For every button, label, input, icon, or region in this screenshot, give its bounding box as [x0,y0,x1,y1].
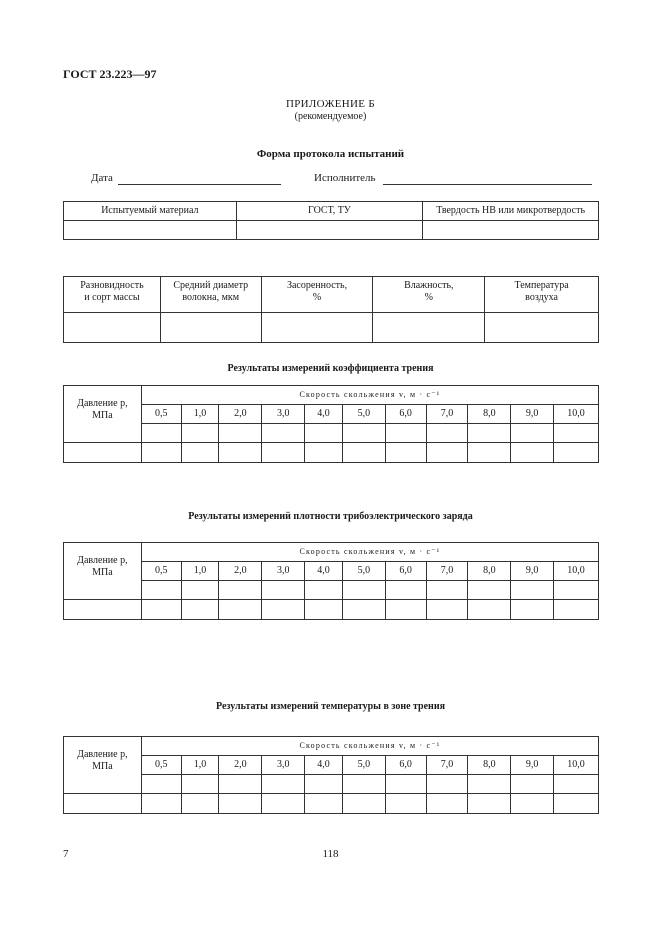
speed-value-cell: 9,0 [511,405,554,424]
table-cell[interactable] [385,794,426,814]
speed-value-cell: 4,0 [305,562,343,581]
section-title: Результаты измерений плотности трибоэлектрического заряда [188,511,473,522]
table-cell[interactable] [554,443,599,463]
header-line: Температура [514,280,569,291]
table-row [64,794,599,814]
table-row [64,202,599,221]
table-row [64,543,599,562]
table-cell[interactable] [468,443,511,463]
table-cell[interactable] [262,424,305,443]
header-line: % [312,292,322,303]
table-cell[interactable] [64,221,237,240]
header-cell [160,277,261,313]
material-table [63,201,599,240]
pressure-header [64,543,142,600]
table-cell[interactable] [160,313,261,343]
table-cell[interactable] [342,581,385,600]
speed-value-cell: 0,5 [141,562,181,581]
pressure-unit-line: МПа [92,410,113,421]
speed-value-cell: 3,0 [262,562,305,581]
pressure-header [64,737,142,794]
table-cell[interactable] [511,443,554,463]
measurement-table [63,542,599,620]
speed-value-cell: 6,0 [385,756,426,775]
speed-value-cell: 10,0 [554,756,599,775]
speed-value-cell: 7,0 [426,562,468,581]
table-row [64,424,599,443]
speed-value-cell: 0,5 [141,405,181,424]
section-title: Результаты измерений температуры в зоне трения [215,701,445,712]
table-cell[interactable] [219,600,262,620]
date-label: Дата [91,172,113,184]
header-line: Средний диаметр [173,280,249,291]
table-cell[interactable] [305,581,343,600]
table-row [64,737,599,756]
table-cell[interactable] [305,794,343,814]
speed-header: Скорость скольжения v, м · с⁻¹ [141,386,598,405]
header-cell [373,277,485,313]
speed-value-cell: 0,5 [141,756,181,775]
table-cell[interactable] [468,775,511,794]
speed-value-cell: 8,0 [468,405,511,424]
table-cell[interactable] [426,775,468,794]
table-cell[interactable] [262,443,305,463]
page-number: 118 [322,848,339,860]
header-line: Разновидность [80,280,144,291]
speed-value-cell: 1,0 [181,756,219,775]
table-row [64,386,599,405]
date-field-line[interactable] [118,184,281,185]
pressure-unit-line: МПа [92,761,113,772]
table-cell[interactable] [485,313,599,343]
speed-value-cell: 4,0 [305,756,343,775]
table-cell[interactable] [511,581,554,600]
header-cell [261,277,373,313]
header-line: и сорт массы [84,292,140,303]
table-cell[interactable] [219,424,262,443]
speed-value-cell: 6,0 [385,562,426,581]
table-cell[interactable] [141,424,181,443]
table-cell[interactable] [64,794,142,814]
table-cell[interactable] [426,424,468,443]
speed-value-cell: 4,0 [305,405,343,424]
speed-value-cell: 3,0 [262,756,305,775]
table-cell[interactable] [373,313,485,343]
table-row [64,313,599,343]
table-cell[interactable] [181,600,219,620]
speed-value-cell: 10,0 [554,562,599,581]
header-line: % [424,292,433,303]
table-cell[interactable] [554,794,599,814]
header-cell: ГОСТ, ТУ [236,202,423,221]
table-cell[interactable] [181,794,219,814]
table-cell[interactable] [385,443,426,463]
header-line: воздуха [525,292,558,303]
speed-value-cell: 8,0 [468,756,511,775]
table-cell[interactable] [141,443,181,463]
table-cell[interactable] [342,600,385,620]
speed-value-cell: 5,0 [342,562,385,581]
speed-value-cell: 8,0 [468,562,511,581]
table-cell[interactable] [219,581,262,600]
table-cell[interactable] [181,424,219,443]
speed-value-cell: 7,0 [426,756,468,775]
mass-properties-table [63,276,599,343]
table-cell[interactable] [554,424,599,443]
table-cell[interactable] [219,794,262,814]
table-cell[interactable] [141,775,181,794]
header-line: Влажность, [404,280,454,291]
appendix-title: ПРИЛОЖЕНИЕ Б [286,98,375,110]
table-cell[interactable] [141,600,181,620]
table-row [64,756,599,775]
executor-label: Исполнитель [314,172,376,184]
table-row [64,775,599,794]
speed-value-cell: 7,0 [426,405,468,424]
table-cell[interactable] [261,313,373,343]
table-cell[interactable] [236,221,423,240]
table-cell[interactable] [342,794,385,814]
table-cell[interactable] [64,313,161,343]
table-cell[interactable] [554,581,599,600]
table-cell[interactable] [305,443,343,463]
table-cell[interactable] [511,600,554,620]
table-cell[interactable] [181,775,219,794]
table-cell[interactable] [385,775,426,794]
appendix-subtitle: (рекомендуемое) [294,111,367,122]
table-cell[interactable] [385,424,426,443]
table-cell[interactable] [554,775,599,794]
table-row [64,443,599,463]
speed-value-cell: 9,0 [511,562,554,581]
section-title: Результаты измерений коэффициента трения [227,363,434,374]
table-row [64,221,599,240]
speed-value-cell: 3,0 [262,405,305,424]
header-cell: Твердость HB или микротвердость [423,202,599,221]
table-cell[interactable] [305,424,343,443]
pressure-label-line: Давление p, [77,398,128,409]
table-cell[interactable] [468,581,511,600]
table-cell[interactable] [305,775,343,794]
speed-value-cell: 2,0 [219,405,262,424]
header-line: волокна, мкм [182,292,240,303]
table-cell[interactable] [219,775,262,794]
speed-value-cell: 1,0 [181,562,219,581]
header-line: Засоренность, [286,280,348,291]
table-cell[interactable] [219,443,262,463]
table-cell[interactable] [423,221,599,240]
speed-value-cell: 1,0 [181,405,219,424]
table-cell[interactable] [262,794,305,814]
form-title: Форма протокола испытаний [256,148,405,160]
speed-value-cell: 2,0 [219,756,262,775]
table-cell[interactable] [305,600,343,620]
table-cell[interactable] [262,775,305,794]
header-cell [64,277,161,313]
table-cell[interactable] [262,600,305,620]
table-cell[interactable] [342,443,385,463]
speed-value-cell: 9,0 [511,756,554,775]
table-cell[interactable] [468,424,511,443]
measurement-table [63,385,599,463]
pressure-header [64,386,142,443]
table-cell[interactable] [181,581,219,600]
pressure-unit-line: МПа [92,567,113,578]
table-cell[interactable] [426,443,468,463]
table-cell[interactable] [385,600,426,620]
table-cell[interactable] [426,794,468,814]
pressure-label-line: Давление p, [77,555,128,566]
table-cell[interactable] [554,600,599,620]
pressure-label-line: Давление p, [77,749,128,760]
left-page-marker: 7 [63,848,69,860]
speed-value-cell: 2,0 [219,562,262,581]
speed-value-cell: 6,0 [385,405,426,424]
table-row [64,581,599,600]
table-cell[interactable] [511,424,554,443]
table-cell[interactable] [181,443,219,463]
table-cell[interactable] [468,600,511,620]
table-cell[interactable] [426,600,468,620]
speed-header: Скорость скольжения v, м · с⁻¹ [141,543,598,562]
table-row [64,562,599,581]
header-cell: Испытуемый материал [64,202,237,221]
speed-value-cell: 10,0 [554,405,599,424]
executor-field-line[interactable] [383,184,592,185]
table-cell[interactable] [385,581,426,600]
table-cell[interactable] [426,581,468,600]
speed-value-cell: 5,0 [342,756,385,775]
speed-value-cell: 5,0 [342,405,385,424]
table-cell[interactable] [64,443,142,463]
table-cell[interactable] [141,794,181,814]
speed-header: Скорость скольжения v, м · с⁻¹ [141,737,598,756]
measurement-table [63,736,599,814]
table-cell[interactable] [342,424,385,443]
table-cell[interactable] [511,775,554,794]
table-cell[interactable] [511,794,554,814]
table-cell[interactable] [262,581,305,600]
document-code: ГОСТ 23.223—97 [63,67,157,81]
table-cell[interactable] [64,600,142,620]
table-row [64,405,599,424]
table-cell[interactable] [342,775,385,794]
header-cell [485,277,599,313]
table-cell[interactable] [468,794,511,814]
table-cell[interactable] [141,581,181,600]
table-row [64,277,599,313]
table-row [64,600,599,620]
